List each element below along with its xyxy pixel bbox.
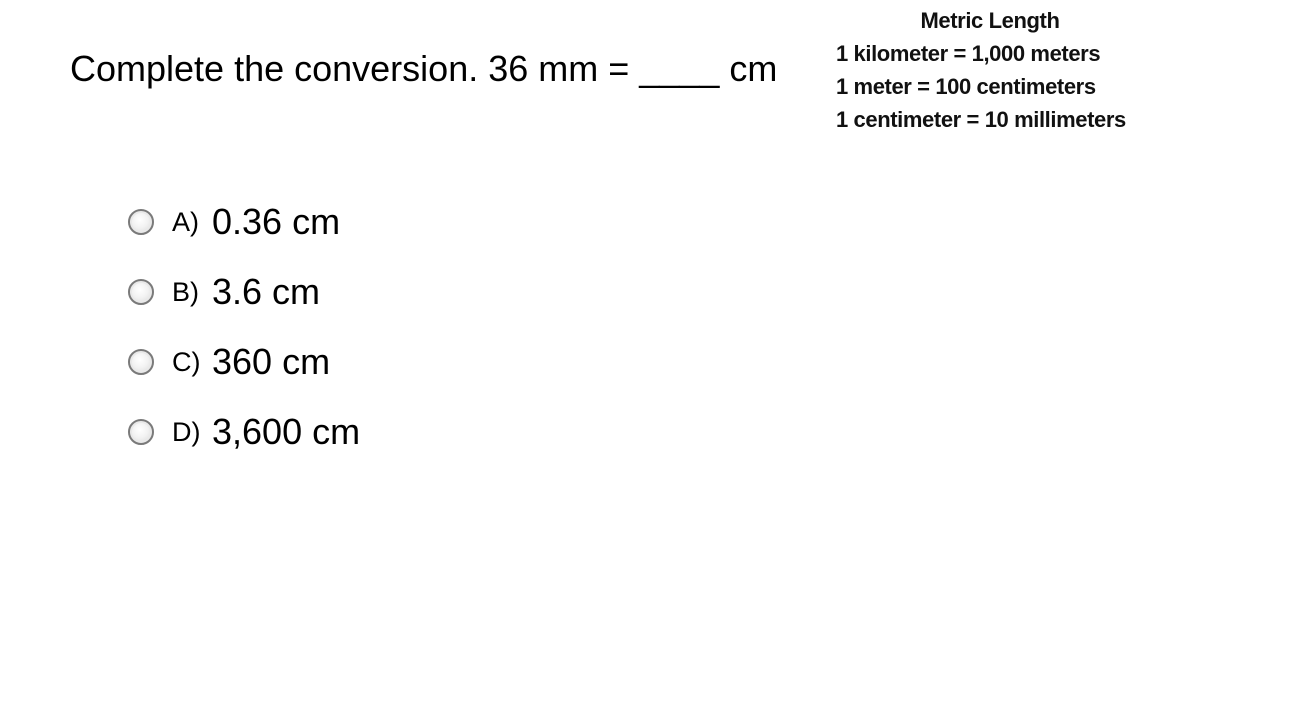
choice-b[interactable] (128, 257, 360, 327)
choice-d[interactable] (128, 397, 360, 467)
choice-text[interactable]: 3,600 cm (212, 411, 361, 452)
choice-a[interactable] (128, 187, 360, 257)
choice-text[interactable]: 0.36 cm (212, 201, 341, 242)
choice-letter: A) (172, 206, 199, 237)
radio-button-c[interactable] (128, 349, 154, 375)
reference-line: 1 kilometer = 1,000 meters (836, 41, 1101, 66)
radio-button-a[interactable] (128, 209, 154, 235)
choice-text[interactable]: 3.6 cm (212, 271, 321, 312)
question-text: Complete the conversion. 36 mm = ____ cm (70, 48, 778, 89)
reference-line: 1 meter = 100 centimeters (836, 74, 1096, 99)
answer-choices (128, 187, 360, 467)
choice-c[interactable] (128, 327, 360, 397)
choice-letter: C) (172, 346, 201, 377)
radio-button-b[interactable] (128, 279, 154, 305)
reference-line: 1 centimeter = 10 millimeters (836, 107, 1126, 132)
choice-letter: B) (172, 276, 199, 307)
choice-text[interactable]: 360 cm (212, 341, 331, 382)
radio-button-d[interactable] (128, 419, 154, 445)
choice-letter: D) (172, 416, 201, 447)
reference-title: Metric Length (920, 8, 1060, 33)
metric-length-reference (836, 4, 1196, 136)
